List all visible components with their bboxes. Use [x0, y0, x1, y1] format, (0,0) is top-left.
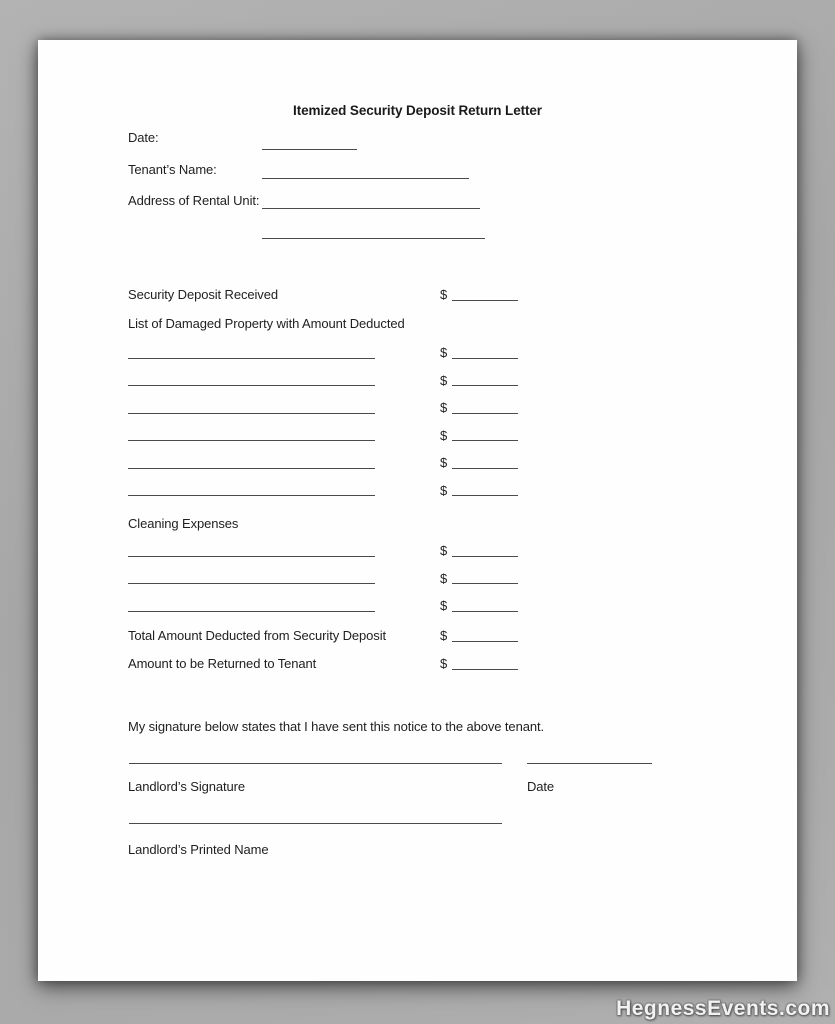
amount-blank-line: [452, 641, 518, 642]
dollar-sign: $: [440, 570, 448, 586]
letter-title: Itemized Security Deposit Return Letter: [293, 103, 542, 118]
dollar-sign: $: [440, 345, 448, 360]
address-blank-line-2: [262, 238, 485, 239]
landlord-printed-name-blank-line: [129, 823, 502, 824]
cleaning-expense-blank-line: [128, 583, 375, 584]
amount-blank-line: [452, 300, 518, 301]
amount-blank-line: [452, 495, 518, 496]
dollar-sign: $: [440, 400, 448, 415]
dollar-sign: $: [440, 543, 448, 558]
dollar-sign: $: [440, 482, 448, 498]
signature-statement: My signature below states that I have sent this notice to the above tenant.: [128, 719, 544, 734]
signature-date-blank-line: [527, 763, 652, 764]
watermark: HegnessEvents.com: [616, 997, 830, 1020]
amount-blank-line: [452, 385, 518, 386]
signature-date-label: Date: [527, 779, 555, 794]
tenant-name-label: Tenant’s Name:: [128, 162, 217, 177]
amount-blank-line: [452, 468, 518, 469]
damaged-property-blank-line: [128, 385, 375, 386]
amount-blank-line: [452, 611, 518, 612]
dollar-sign: $: [440, 455, 448, 470]
address-label: Address of Rental Unit:: [128, 193, 260, 208]
amount-blank-line: [452, 413, 518, 414]
amount-blank-line: [452, 440, 518, 441]
damaged-property-blank-line: [128, 413, 375, 414]
dollar-sign: $: [440, 628, 448, 643]
dollar-sign: $: [440, 656, 448, 671]
cleaning-expenses-label: Cleaning Expenses: [128, 516, 239, 531]
damaged-property-blank-line: [128, 440, 375, 441]
landlord-printed-name-label: Landlord’s Printed Name: [128, 842, 269, 857]
landlord-signature-blank-line: [129, 763, 502, 764]
cleaning-expense-blank-line: [128, 556, 375, 557]
cleaning-expense-blank-line: [128, 611, 375, 612]
dollar-sign: $: [440, 287, 448, 302]
landlord-signature-label: Landlord’s Signature: [128, 779, 246, 794]
dollar-sign: $: [440, 598, 448, 613]
letter-page: [38, 40, 797, 981]
address-blank-line-1: [262, 208, 480, 209]
damaged-list-label: List of Damaged Property with Amount Deducted: [128, 316, 405, 331]
amount-blank-line: [452, 358, 518, 359]
amount-blank-line: [452, 669, 518, 670]
date-blank-line: [262, 149, 357, 150]
amount-returned-label: Amount to be Returned to Tenant: [128, 656, 317, 671]
damaged-property-blank-line: [128, 468, 375, 469]
amount-blank-line: [452, 556, 518, 557]
damaged-property-blank-line: [128, 495, 375, 496]
total-deducted-label: Total Amount Deducted from Security Deposit: [128, 628, 386, 643]
tenant-name-blank-line: [262, 178, 469, 179]
date-label: Date:: [128, 130, 159, 145]
dollar-sign: $: [440, 372, 448, 388]
security-deposit-label: Security Deposit Received: [128, 287, 278, 302]
amount-blank-line: [452, 583, 518, 584]
damaged-property-blank-line: [128, 358, 375, 359]
dollar-sign: $: [440, 427, 448, 443]
